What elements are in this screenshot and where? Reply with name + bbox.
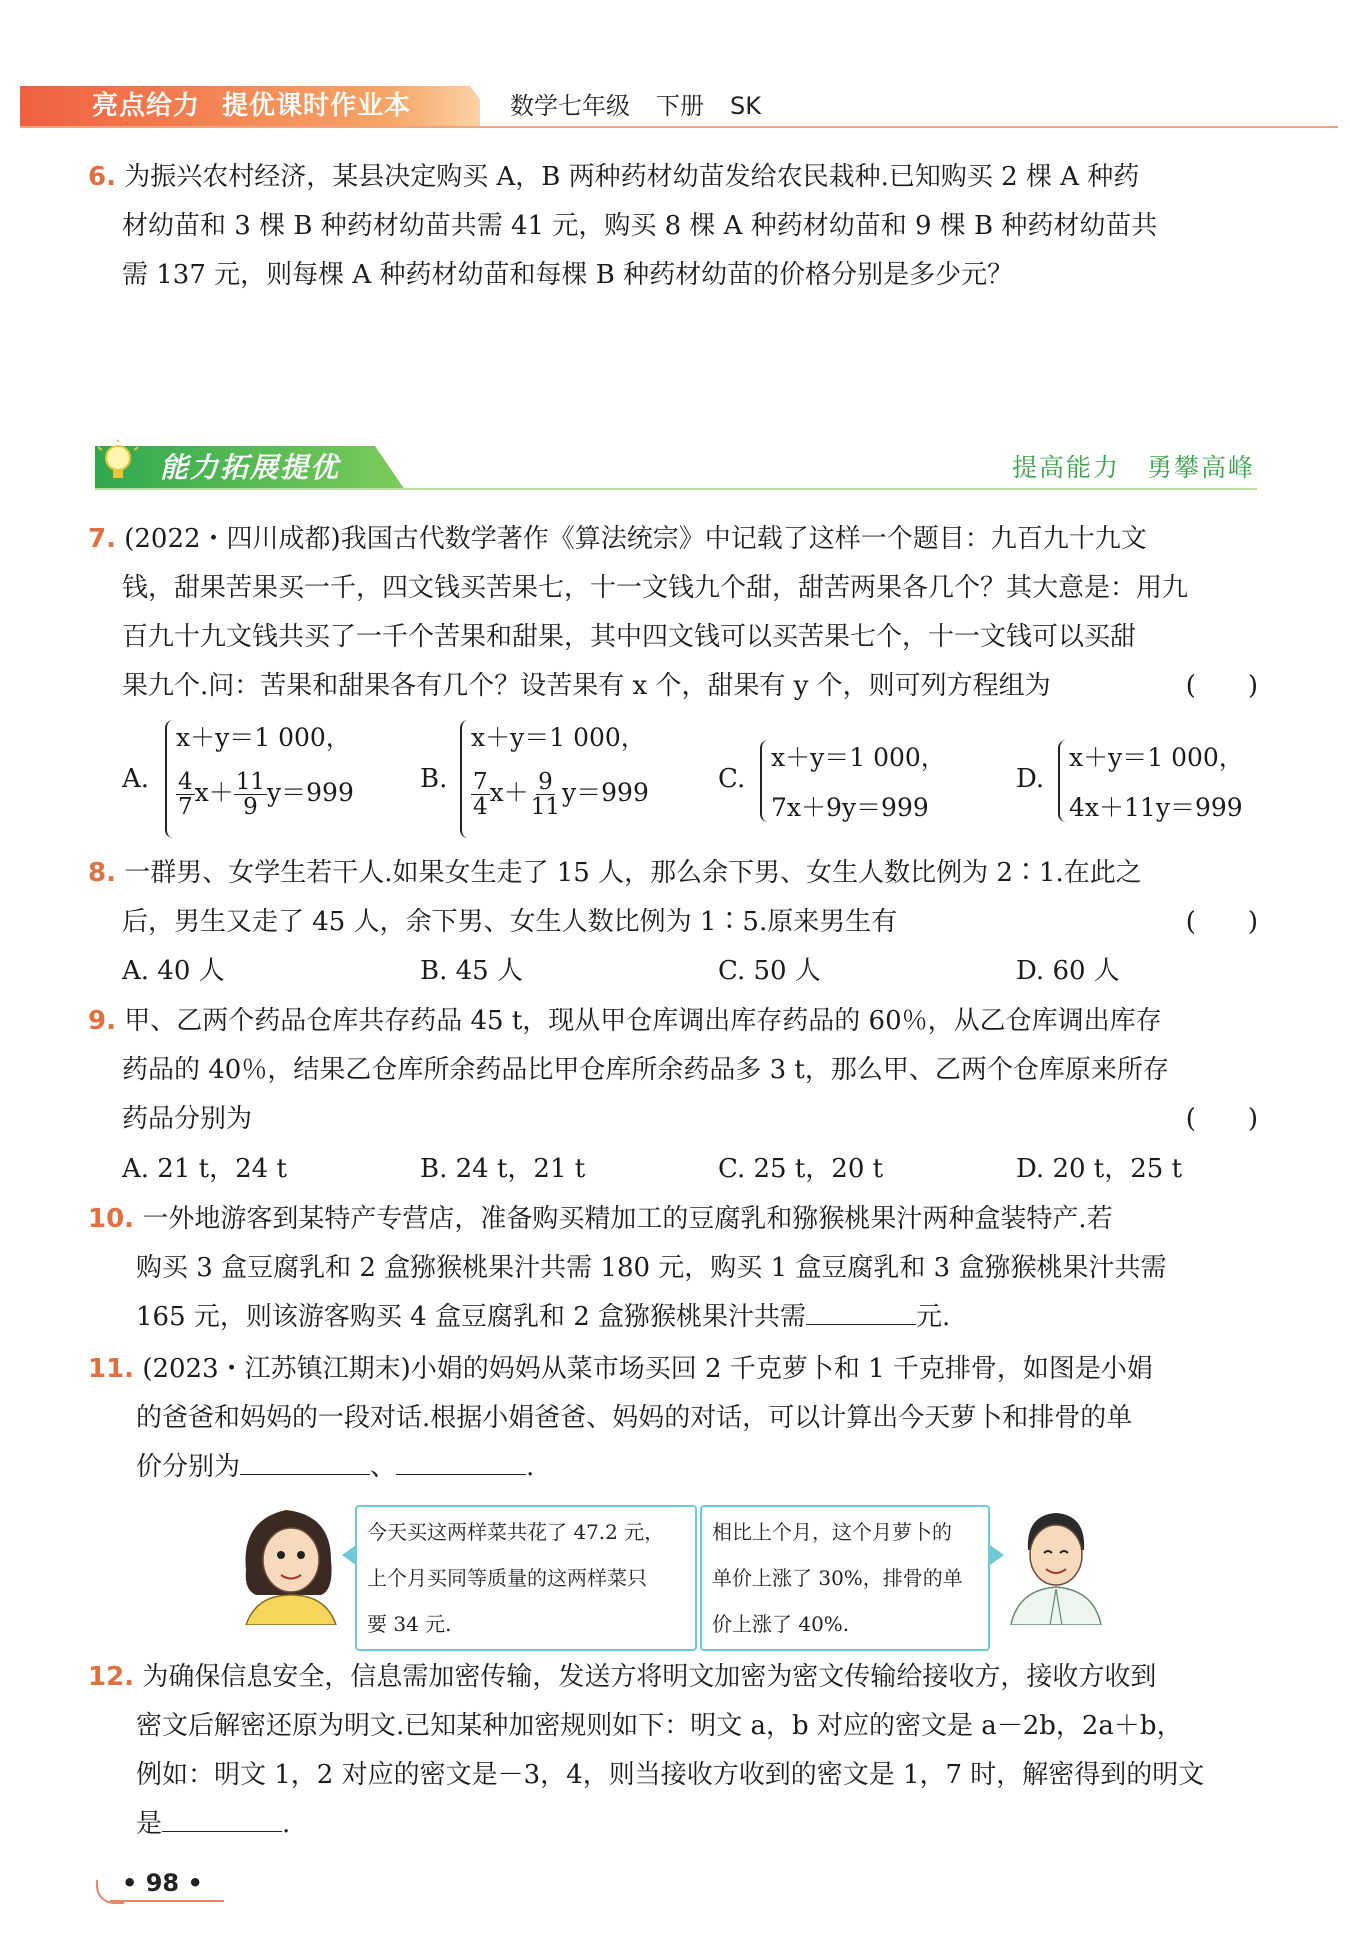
question-8: [88, 849, 1258, 947]
fraction-numerator: 7: [473, 769, 488, 795]
question-6: [88, 153, 1258, 300]
question-number: 11.: [88, 1354, 135, 1384]
option-a: A. 40 人: [122, 956, 225, 986]
fraction-numerator: 11: [235, 769, 266, 795]
question-line: 钱，甜果苦果买一千，四文钱买苦果七，十一文钱九个甜，甜苦两果各几个？其大意是：用九: [122, 573, 1189, 603]
question-9: [88, 997, 1258, 1144]
question-line: 药品分别为: [122, 1104, 253, 1134]
question-7: [88, 515, 1258, 711]
option-d-label: D.: [1016, 764, 1045, 794]
answer-paren: ( ): [1185, 671, 1258, 701]
section-rule: [95, 488, 1257, 490]
option-c-eq1: x＋y＝1 000，: [771, 743, 946, 772]
lightbulb-icon: [98, 440, 138, 488]
option-d: D. 60 人: [1016, 956, 1120, 986]
option-b-eq1: x＋y＝1 000，: [471, 723, 646, 752]
bubble-line: 相比上个月，这个月萝卜的: [712, 1520, 952, 1544]
fraction-denominator: 7: [178, 794, 193, 820]
question-line: (2022・四川成都)我国古代数学著作《算法统宗》中记载了这样一个题目：九百九十九文: [124, 524, 1147, 554]
question-line: 购买 3 盒豆腐乳和 2 盒猕猴桃果汁共需 180 元，购买 1 盒豆腐乳和 3 盒猕猴桃果汁共需: [136, 1253, 1167, 1283]
question-line: 甲、乙两个药品仓库共存药品 45 t，现从甲仓库调出库存药品的 60％，从乙仓库调出库存: [124, 1006, 1162, 1036]
question-number: 8.: [88, 858, 116, 888]
answer-blank[interactable]: [240, 1446, 370, 1475]
brand-name: 亮点给力: [92, 91, 201, 121]
bubble-line: 要 34 元.: [367, 1612, 452, 1636]
option-d: D. 20 t，25 t: [1016, 1154, 1183, 1184]
header-meta: [510, 88, 787, 124]
option-a-eq2: [176, 770, 354, 819]
question-line: 药品的 40％，结果乙仓库所余药品比甲仓库所余药品多 3 t，那么甲、乙两个仓库原来所存: [122, 1055, 1169, 1085]
question-line: 价分别为: [136, 1452, 241, 1482]
bubble-line: 价上涨了 40%.: [712, 1612, 850, 1636]
question-line: 需 137 元，则每棵 A 种药材幼苗和每棵 B 种药材幼苗的价格分别是多少元？: [122, 260, 1014, 290]
option-a: A. 21 t，24 t: [122, 1154, 287, 1184]
question-line: 材幼苗和 3 棵 B 种药材幼苗共需 41 元，购买 8 棵 A 种药材幼苗和 9 棵 B 种药材幼苗共: [122, 211, 1158, 241]
page-number-rule: [110, 1900, 224, 1902]
option-b-label: B.: [420, 764, 448, 794]
option-d-eq2: 4x＋11y＝999: [1069, 793, 1243, 822]
question-line: 后，男生又走了 45 人，余下男、女生人数比例为 1∶5.原来男生有: [122, 907, 898, 937]
question-line: 为确保信息安全，信息需加密传输，发送方将明文加密为密文传输给接收方，接收方收到: [142, 1662, 1157, 1692]
fraction-numerator: 9: [538, 769, 553, 795]
eq-tail: y＝999: [267, 778, 354, 807]
question-line: 的爸爸和妈妈的一段对话.根据小娟爸爸、妈妈的对话，可以计算出今天萝卜和排骨的单: [136, 1403, 1133, 1433]
option-c-label: C.: [718, 764, 746, 794]
option-c: C. 25 t，20 t: [718, 1154, 884, 1184]
father-speech-bubble: [700, 1505, 990, 1651]
option-b-eq2: [471, 770, 649, 819]
header-brand: [92, 88, 433, 124]
father-illustration: [1006, 1505, 1106, 1625]
volume: 下册: [656, 92, 704, 120]
mother-speech-bubble: [355, 1505, 697, 1651]
question-12: [88, 1653, 1258, 1849]
question-11: [88, 1345, 1258, 1492]
question-line: 例如：明文 1，2 对应的密文是－3，4，则当接收方收到的密文是 1，7 时，解密得到的明文: [136, 1760, 1205, 1790]
question-number: 7.: [88, 524, 116, 554]
option-c-eq2: 7x＋9y＝999: [771, 793, 929, 822]
question-line: 为振兴农村经济，某县决定购买 A，B 两种药材幼苗发给农民栽种.已知购买 2 棵 A 种药: [124, 162, 1140, 192]
eq-middle: x＋: [194, 778, 234, 807]
question-line: 果九个.问：苦果和甜果各有几个？设苦果有 x 个，甜果有 y 个，则可列方程组为: [122, 671, 1051, 701]
eq-middle: x＋: [489, 778, 529, 807]
bubble-tail: [342, 1545, 356, 1565]
answer-paren: ( ): [1185, 907, 1258, 937]
fraction-denominator: 11: [530, 794, 561, 820]
bubble-line: 单价上涨了 30%，排骨的单: [712, 1566, 963, 1590]
option-c: C. 50 人: [718, 956, 821, 986]
bubble-tail: [990, 1545, 1004, 1565]
separator: 、: [370, 1452, 397, 1482]
question-number: 10.: [88, 1204, 135, 1234]
question-line: 百九十九文钱共买了一千个苦果和甜果，其中四文钱可以买苦果七个，十一文钱可以买甜: [122, 622, 1137, 652]
section-slogan: 提高能力 勇攀高峰: [1011, 453, 1255, 482]
brace-b: [460, 720, 471, 838]
question-number: 9.: [88, 1006, 116, 1036]
fraction-numerator: 4: [178, 769, 193, 795]
subject: 数学七年级: [510, 92, 630, 120]
option-b: B. 24 t，21 t: [420, 1154, 586, 1184]
page-number: • 98 •: [122, 1869, 203, 1897]
question-number: 12.: [88, 1662, 135, 1692]
option-a-label: A.: [122, 764, 150, 794]
series-name: 提优课时作业本: [222, 91, 412, 121]
section-title: 能力拓展提优: [160, 451, 341, 484]
header-rule: [20, 126, 1338, 128]
bubble-line: 上个月买同等质量的这两样菜只: [367, 1566, 647, 1590]
question-line: 一群男、女学生若干人.如果女生走了 15 人，那么余下男、女生人数比例为 2∶1.在此之: [124, 858, 1142, 888]
option-a-eq1: x＋y＝1 000，: [176, 723, 351, 752]
eq-tail: y＝999: [562, 778, 649, 807]
answer-blank[interactable]: [162, 1803, 282, 1832]
question-line: 165 元，则该游客购买 4 盒豆腐乳和 2 盒猕猴桃果汁共需: [136, 1302, 807, 1332]
option-d-eq1: x＋y＝1 000，: [1069, 743, 1244, 772]
edition: SK: [730, 92, 761, 120]
question-number: 6.: [88, 162, 116, 192]
question-line: 密文后解密还原为明文.已知某种加密规则如下：明文 a，b 对应的密文是 a－2b，2a＋b，: [136, 1711, 1183, 1741]
question-line: (2023・江苏镇江期末)小娟的妈妈从菜市场买回 2 千克萝卜和 1 千克排骨，如图是小娟: [142, 1354, 1153, 1384]
brace-c: [760, 740, 771, 822]
brace-d: [1058, 740, 1069, 822]
question-line: 是: [136, 1809, 163, 1839]
end-mark: .: [526, 1452, 535, 1482]
question-line: 一外地游客到某特产专营店，准备购买精加工的豆腐乳和猕猴桃果汁两种盒装特产.若: [142, 1204, 1113, 1234]
answer-blank[interactable]: [396, 1446, 526, 1475]
brace-a: [165, 720, 176, 838]
fraction-denominator: 9: [243, 794, 258, 820]
answer-paren: ( ): [1185, 1104, 1258, 1134]
mother-illustration: [236, 1500, 346, 1625]
option-b: B. 45 人: [420, 956, 523, 986]
fraction-denominator: 4: [473, 794, 488, 820]
end-mark: .: [282, 1809, 291, 1839]
question-10: [88, 1195, 1258, 1342]
answer-blank[interactable]: [806, 1296, 916, 1325]
unit: 元.: [916, 1302, 951, 1332]
bubble-line: 今天买这两样菜共花了 47.2 元，: [367, 1520, 665, 1544]
